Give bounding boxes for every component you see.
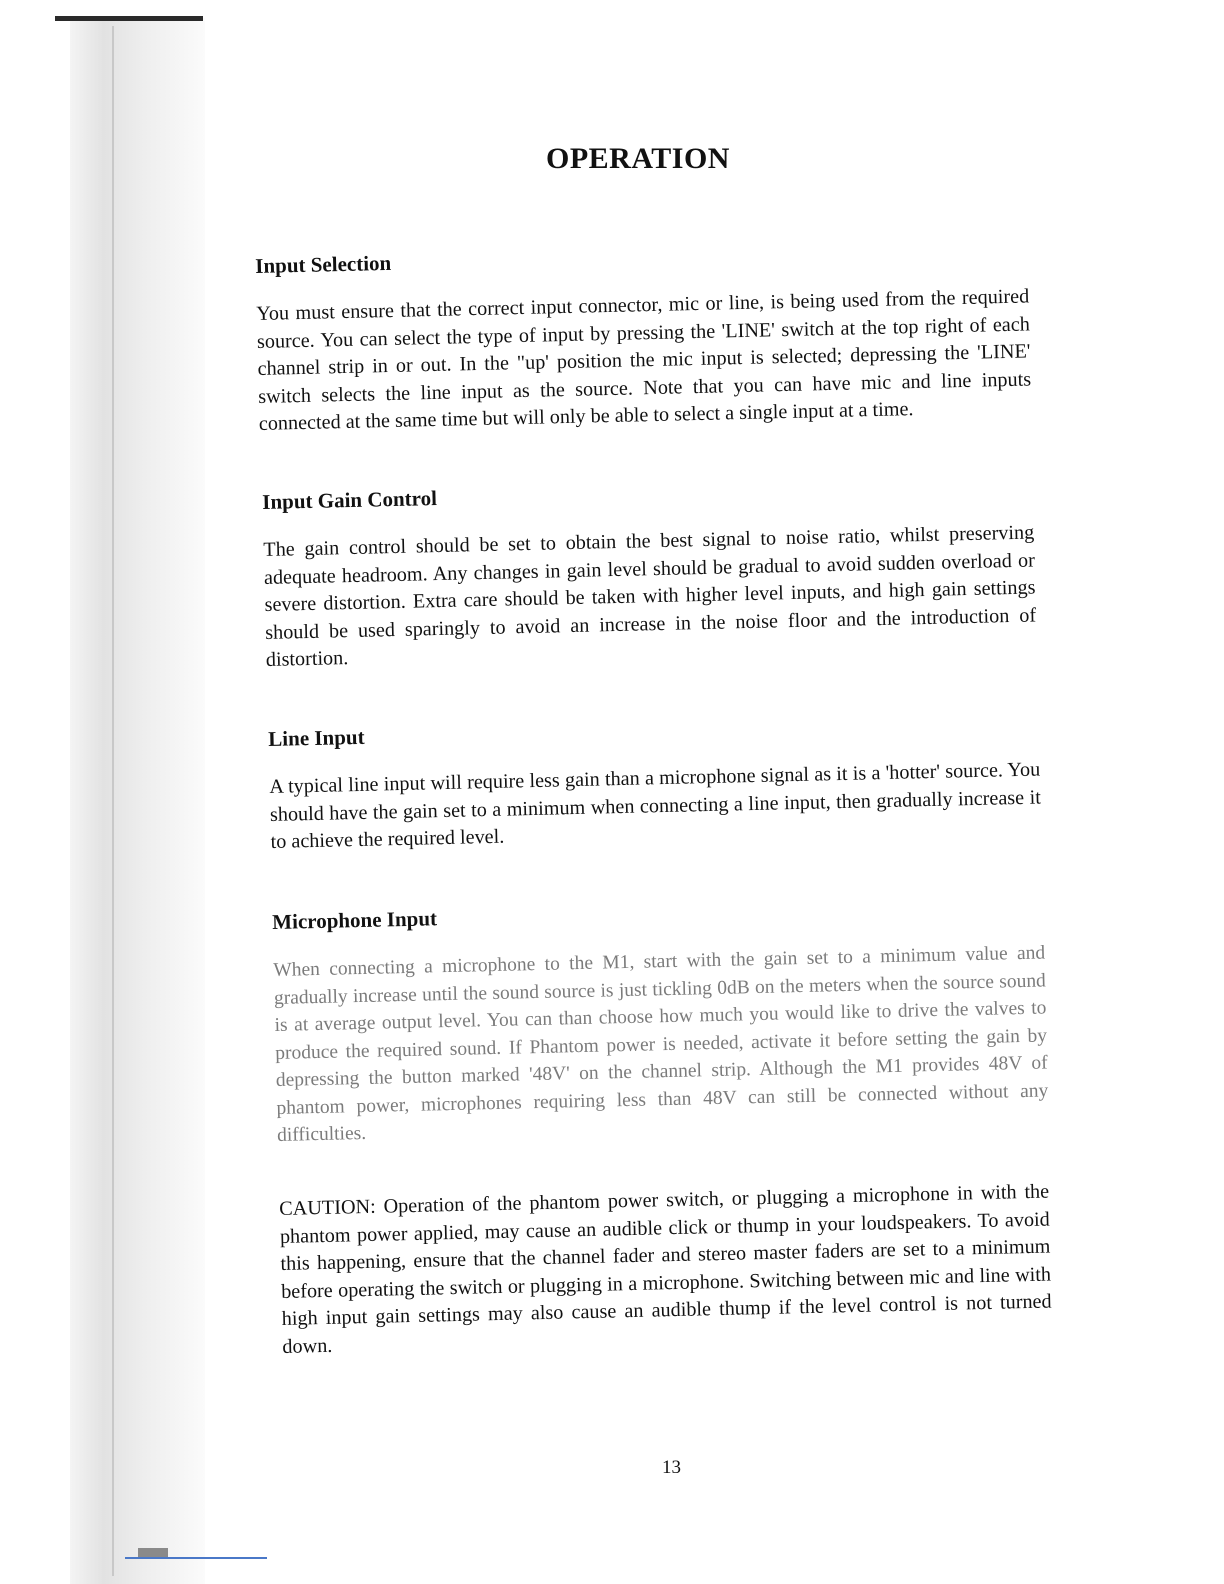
- top-edge-rule: [55, 16, 203, 21]
- section-heading: Microphone Input: [272, 906, 438, 934]
- section-body: When connecting a microphone to the M1, start with the gain set to a minimum value and gradually increase until the sound source is just tickling 0dB on the meters when the source sound is at average output level. You can than choose how much you would like to drive the valves to produce the required sound. If Phantom power is needed, activate it before setting the gain by depressing the button marked '48V' on the channel strip. Although the M1 provides 48V of phantom power, microphones requiring less than 48V can still be connected without any difficulties.: [273, 942, 1049, 1146]
- bottom-edge-rule: [125, 1557, 267, 1559]
- binding-shadow: [70, 18, 205, 1584]
- section-microphone-input: [272, 892, 1049, 1149]
- caution-note: [279, 1179, 1053, 1361]
- section-body: The gain control should be set to obtain the best signal to noise ratio, whilst preserving adequate headroom. Any changes in gain level should be gradual to avoid sudden overload or severe distortion. Extra care should be taken with higher level inputs, and high gain settings should be used sparingly to avoid an increase in the noise floor and the introduction of distortion.: [263, 521, 1037, 671]
- section-heading: Input Gain Control: [262, 486, 438, 514]
- section-body: You must ensure that the correct input connector, mic or line, is being used from the required source. You can select the type of input by pressing the 'LINE' switch at the top right of each channel strip in or out. In the "up' position the mic input is selected; depressing the 'LINE' switch selects the line input as the source. Note that you can have mic and line inputs connected at the same time but will only be able to select a single input at a time.: [256, 285, 1032, 435]
- section-heading: Line Input: [268, 724, 365, 751]
- page-title: OPERATION: [546, 142, 730, 175]
- section-heading: Input Selection: [255, 250, 392, 278]
- section-line-input: [268, 710, 1042, 857]
- binding-crease: [112, 26, 114, 1576]
- section-input-selection: [255, 236, 1032, 438]
- caution-body: CAUTION: Operation of the phantom power switch, or plugging a microphone in with the phantom power applied, may cause an audible click or thump in your loudspeakers. To avoid this happening, ensure that the channel fader and stereo master faders are set to a minimum before operating the switch or plugging in a microphone. Switching between mic and line with high input gain settings may also cause an audible thump if the level control is not turned down.: [279, 1180, 1052, 1358]
- page-number: 13: [662, 1457, 681, 1478]
- section-body: A typical line input will require less gain than a microphone signal as it is a 'hotter' source. You should have the gain set to a minimum when connecting a line input, then gradually increase it to achieve the required level.: [269, 758, 1042, 853]
- section-input-gain-control: [262, 473, 1037, 675]
